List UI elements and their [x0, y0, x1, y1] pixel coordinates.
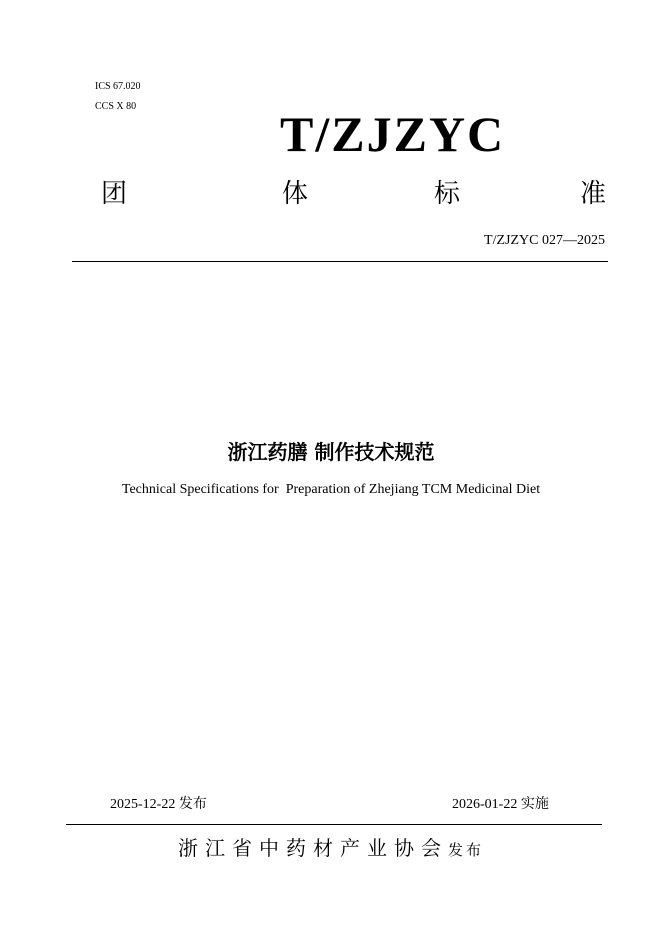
- publish-label: 发布: [178, 796, 207, 812]
- ics-code: ICS 67.020: [95, 81, 141, 92]
- document-title-chinese: 浙江药膳 制作技术规范: [227, 440, 435, 464]
- publisher-line: [0, 834, 662, 862]
- footer-divider: [66, 824, 602, 825]
- standard-number: T/ZJZYC 027—2025: [484, 233, 605, 248]
- publisher-suffix: 发布: [447, 841, 484, 859]
- implement-date-line: [452, 794, 549, 815]
- document-title-english: Technical Specifications for Preparation of Zhejiang TCM Medicinal Diet: [121, 482, 541, 497]
- organization-code: T/ZJZYC: [280, 106, 506, 162]
- standard-type-char-2: 体: [282, 179, 309, 209]
- publisher-name: 浙江省中药材产业协会: [177, 836, 448, 860]
- standard-type-char-3: 标: [434, 179, 461, 209]
- ccs-code: CCS X 80: [95, 101, 137, 112]
- publish-date-line: [110, 794, 207, 815]
- standard-type-char-1: 团: [101, 179, 128, 209]
- publish-date: 2025-12-22: [110, 797, 176, 812]
- implement-label: 实施: [520, 796, 549, 812]
- standard-type-char-4: 准: [580, 179, 607, 209]
- header-divider: [72, 261, 608, 262]
- implement-date: 2026-01-22: [452, 797, 518, 812]
